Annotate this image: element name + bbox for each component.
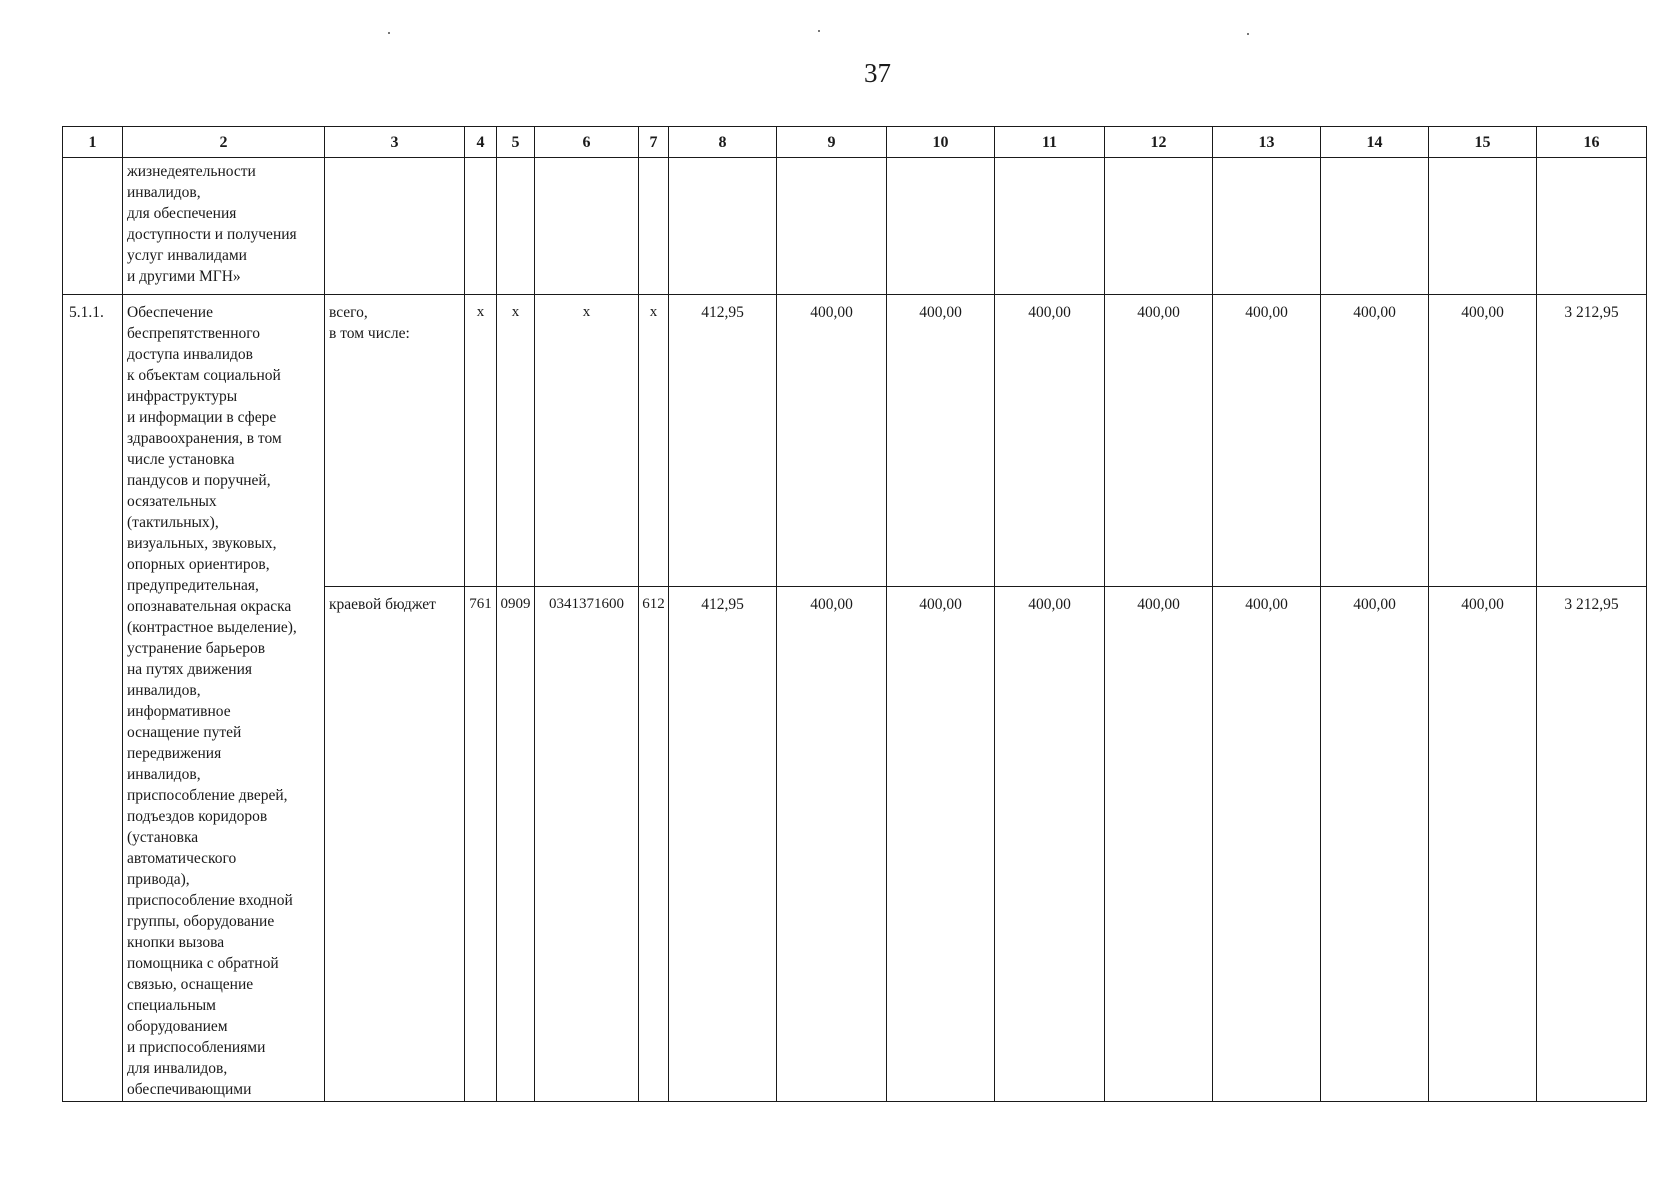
cell-value: 400,00	[1429, 587, 1537, 1102]
scan-speck	[388, 32, 390, 34]
cell-value: 400,00	[1321, 295, 1429, 587]
name-line: помощника с обратной	[127, 955, 279, 972]
cell-value: 400,00	[1213, 295, 1321, 587]
name-line: (контрастное выделение),	[127, 619, 297, 636]
column-header: 16	[1537, 127, 1647, 158]
item-number: 5.1.1.	[63, 295, 123, 1102]
cell-value: 400,00	[777, 587, 887, 1102]
name-line: группы, оборудование	[127, 913, 275, 930]
name-line: подъездов коридоров	[127, 808, 268, 825]
cell-empty	[669, 158, 777, 295]
cell-code-rzpr: 0909	[497, 587, 535, 1102]
cell-empty	[1321, 158, 1429, 295]
name-line: устранение барьеров	[127, 640, 266, 657]
column-header: 9	[777, 127, 887, 158]
cell-empty	[325, 158, 465, 295]
header-row	[63, 127, 1647, 158]
name-line: числе установка	[127, 451, 235, 468]
source-line: краевой бюджет	[329, 596, 436, 613]
name-line: пандусов и поручней,	[127, 472, 271, 489]
name-line: осязательных	[127, 493, 217, 510]
cell-number	[63, 158, 123, 295]
name-line: передвижения	[127, 745, 222, 762]
name-line: обеспечивающими	[127, 1081, 252, 1098]
name-line: здравоохранения, в том	[127, 430, 282, 447]
column-header: 3	[325, 127, 465, 158]
cell-source	[325, 295, 465, 587]
name-line: (установка	[127, 829, 199, 846]
column-header: 8	[669, 127, 777, 158]
cell-empty	[1213, 158, 1321, 295]
name-line: (тактильных),	[127, 514, 219, 531]
source-line: всего,	[329, 304, 368, 321]
name-line: визуальных, звуковых,	[127, 535, 277, 552]
name-line: жизнедеятельности	[127, 163, 256, 180]
column-header: 10	[887, 127, 995, 158]
name-line: привода),	[127, 871, 190, 888]
cell-value: 400,00	[777, 295, 887, 587]
name-line: связью, оснащение	[127, 976, 254, 993]
scan-speck	[1247, 33, 1249, 35]
name-line: Обеспечение	[127, 304, 213, 321]
column-header: 5	[497, 127, 535, 158]
cell-empty	[639, 158, 669, 295]
cell-value: 412,95	[669, 295, 777, 587]
name-line: для инвалидов,	[127, 1060, 228, 1077]
continuation-row	[63, 158, 1647, 295]
name-line: информативное	[127, 703, 231, 720]
scan-speck	[818, 30, 820, 32]
table-row-total	[63, 295, 1647, 587]
name-line: опорных ориентиров,	[127, 556, 270, 573]
name-line: кнопки вызова	[127, 934, 225, 951]
column-header: 6	[535, 127, 639, 158]
cell-value: 400,00	[1429, 295, 1537, 587]
cell-empty	[887, 158, 995, 295]
name-line: специальным	[127, 997, 216, 1014]
cell-value-total: 3 212,95	[1537, 587, 1647, 1102]
name-line: инфраструктуры	[127, 388, 238, 405]
column-header: 1	[63, 127, 123, 158]
budget-table	[62, 126, 1647, 1102]
cell-code-csr: х	[535, 295, 639, 587]
cell-value: 400,00	[887, 295, 995, 587]
name-line: предупредительная,	[127, 577, 259, 594]
cell-empty	[535, 158, 639, 295]
cell-code-rzpr: х	[497, 295, 535, 587]
column-header: 7	[639, 127, 669, 158]
name-line: и информации в сфере	[127, 409, 277, 426]
cell-value-total: 3 212,95	[1537, 295, 1647, 587]
cell-value: 400,00	[1321, 587, 1429, 1102]
cell-value: 400,00	[887, 587, 995, 1102]
cell-empty	[1429, 158, 1537, 295]
name-line: приспособление входной	[127, 892, 293, 909]
name-line: автоматического	[127, 850, 237, 867]
cell-name	[123, 158, 325, 295]
cell-code-vr: 612	[639, 587, 669, 1102]
cell-empty	[465, 158, 497, 295]
name-line: инвалидов,	[127, 766, 201, 783]
name-line: оснащение путей	[127, 724, 242, 741]
column-header: 2	[123, 127, 325, 158]
column-header: 15	[1429, 127, 1537, 158]
cell-value: 412,95	[669, 587, 777, 1102]
cell-empty	[777, 158, 887, 295]
cell-value: 400,00	[995, 587, 1105, 1102]
name-line: инвалидов,	[127, 184, 201, 201]
column-header: 4	[465, 127, 497, 158]
name-line: доступности и получения	[127, 226, 297, 243]
column-header: 13	[1213, 127, 1321, 158]
cell-value: 400,00	[1105, 295, 1213, 587]
cell-value: 400,00	[995, 295, 1105, 587]
cell-empty	[1537, 158, 1647, 295]
name-line: беспрепятственного	[127, 325, 260, 342]
name-line: инвалидов,	[127, 682, 201, 699]
source-line: в том числе:	[329, 325, 410, 342]
name-line: и другими МГН»	[127, 268, 241, 285]
name-line: приспособление дверей,	[127, 787, 288, 804]
column-header: 12	[1105, 127, 1213, 158]
cell-empty	[1105, 158, 1213, 295]
page-number: 37	[864, 58, 891, 88]
cell-value: 400,00	[1213, 587, 1321, 1102]
cell-value: 400,00	[1105, 587, 1213, 1102]
cell-code-gr: х	[465, 295, 497, 587]
name-line: и приспособлениями	[127, 1039, 266, 1056]
name-line: на путях движения	[127, 661, 253, 678]
item-name	[123, 295, 325, 1102]
cell-code-csr: 0341371600	[535, 587, 639, 1102]
cell-empty	[497, 158, 535, 295]
cell-code-gr: 761	[465, 587, 497, 1102]
column-header: 14	[1321, 127, 1429, 158]
column-header: 11	[995, 127, 1105, 158]
name-line: услуг инвалидами	[127, 247, 247, 264]
name-line: опознавательная окраска	[127, 598, 292, 615]
cell-code-vr: х	[639, 295, 669, 587]
name-line: к объектам социальной	[127, 367, 281, 384]
cell-empty	[995, 158, 1105, 295]
name-line: оборудованием	[127, 1018, 228, 1035]
name-line: доступа инвалидов	[127, 346, 253, 363]
cell-source	[325, 587, 465, 1102]
name-line: для обеспечения	[127, 205, 237, 222]
